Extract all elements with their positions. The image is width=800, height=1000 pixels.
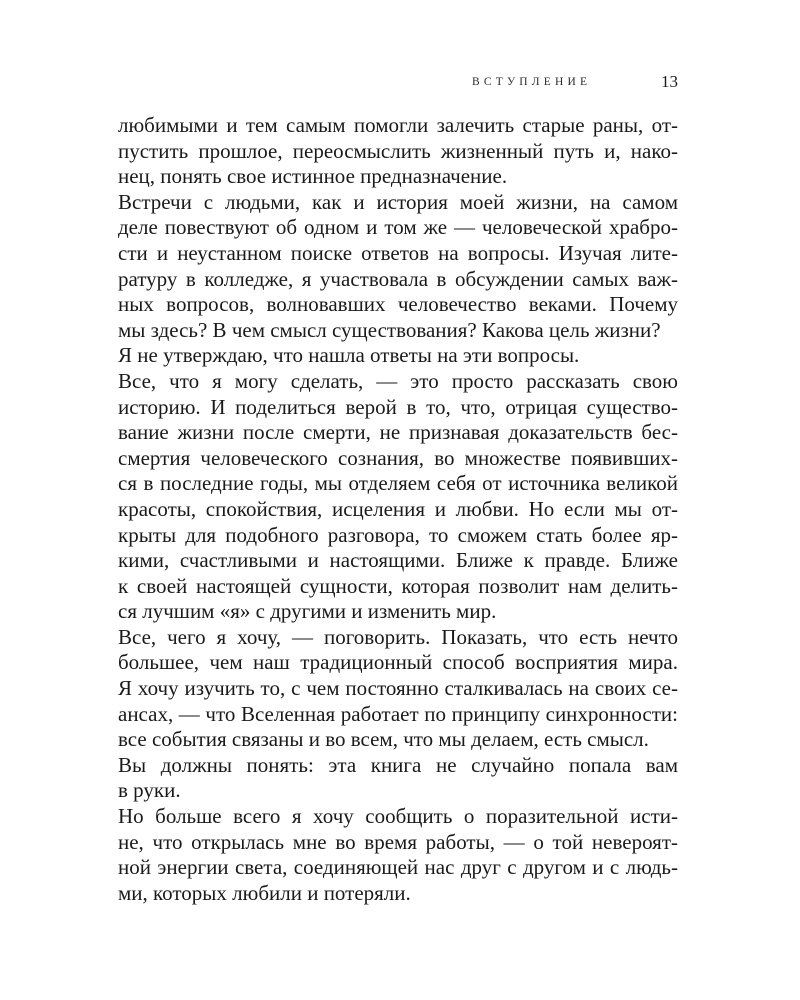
- text-line: мы здесь? В чем смысл существования? Какова цель жизни?: [118, 317, 661, 342]
- text-line: любимыми и тем самым помогли залечить старые раны, от-: [118, 113, 678, 137]
- text-line: к своей настоящей сущности, которая позволит нам делить-: [118, 573, 678, 598]
- text-line: ных вопросов, волновавших человечество веками. Почему: [118, 292, 678, 317]
- text-line: Встречи с людьми, как и история моей жизни, на самом: [118, 189, 678, 214]
- text-line: историю. И поделиться верой в то, что, отрицая существо-: [118, 394, 678, 419]
- text-line: деле повествуют об одном и том же — человеческой храбро-: [118, 215, 678, 240]
- body-text: [118, 113, 678, 906]
- text-line: красоты, спокойствия, исцеления и любви. Но если мы от-: [118, 496, 678, 521]
- text-line: не, что открылась мне во время работы, — о той невероят-: [118, 829, 678, 854]
- section-title: ВСТУПЛЕНИЕ: [472, 76, 592, 88]
- text-line: Я не утверждаю, что нашла ответы на эти вопросы.: [118, 343, 580, 368]
- text-line: Все, что я могу сделать, — это просто рассказать свою: [118, 368, 678, 393]
- text-line: Все, чего я хочу, — поговорить. Показать, что есть нечто: [118, 624, 678, 649]
- text-line: ся в последние годы, мы отделяем себя от источника великой: [118, 471, 678, 496]
- text-line: все события связаны и во всем, что мы делаем, есть смысл.: [118, 727, 649, 752]
- page-number: 13: [661, 72, 678, 91]
- text-line: кими, счастливыми и настоящими. Ближе к правде. Ближе: [118, 548, 678, 573]
- text-line: смертия человеческого сознания, во множестве появивших-: [118, 445, 678, 470]
- text-line: Я хочу изучить то, с чем постоянно сталкивалась на своих се-: [118, 676, 678, 701]
- text-line: ми, которых любили и потеряли.: [118, 880, 411, 905]
- text-line: сти и неустанном поиске ответов на вопросы. Изучая лите-: [118, 240, 678, 265]
- text-line: вание жизни после смерти, не признавая доказательств бес-: [118, 420, 678, 445]
- text-line: большее, чем наш традиционный способ восприятия мира.: [118, 650, 678, 675]
- text-line: в руки.: [118, 778, 181, 803]
- text-line: Но больше всего я хочу сообщить о поразительной исти-: [118, 804, 678, 829]
- running-header: [400, 72, 678, 96]
- text-line: нец, понять свое истинное предназначение.: [118, 164, 508, 189]
- text-line: ной энергии света, соединяющей нас друг с другом и с людь-: [118, 855, 678, 880]
- text-line: крыты для подобного разговора, то сможем стать более яр-: [118, 522, 678, 547]
- text-line: Вы должны понять: эта книга не случайно попала вам: [118, 752, 678, 777]
- text-line: ансах, — что Вселенная работает по принципу синхронности:: [118, 701, 678, 726]
- text-line: пустить прошлое, переосмыслить жизненный путь и, нако-: [118, 138, 678, 163]
- text-line: ся лучшим «я» с другими и изменить мир.: [118, 599, 497, 624]
- text-line: ратуру в колледже, я участвовала в обсуждении самых важ-: [118, 266, 678, 291]
